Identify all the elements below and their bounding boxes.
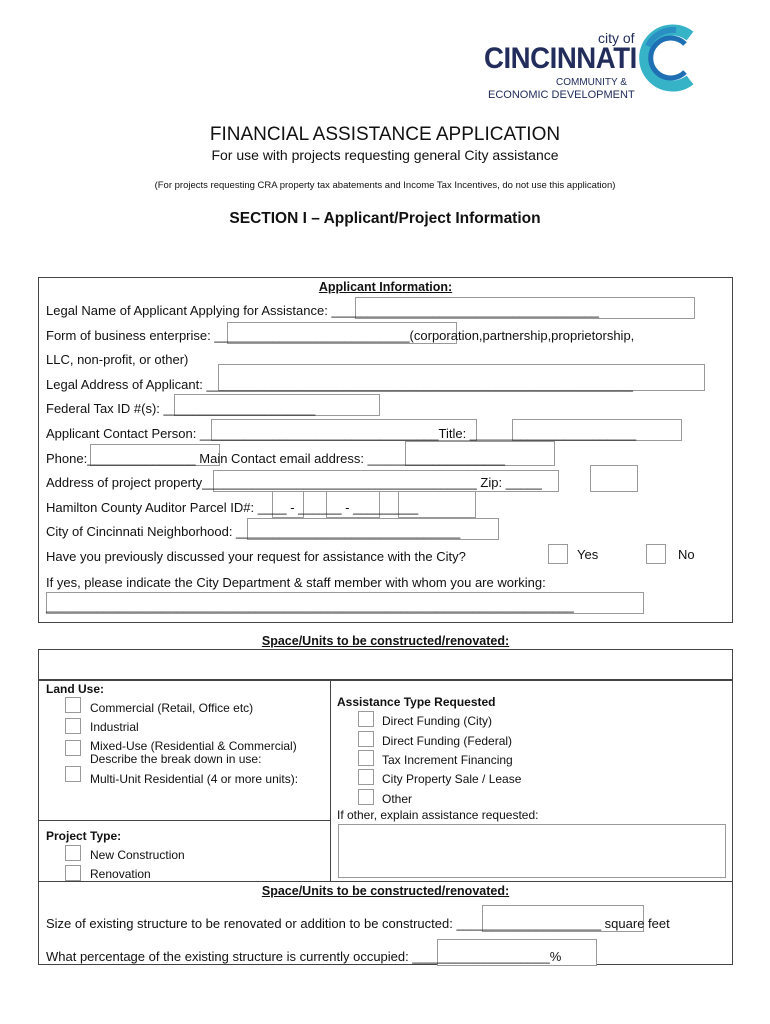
assist-tif-label: Tax Increment Financing [382,753,513,767]
discussed-yes-label: Yes [577,547,599,562]
assist-property-label: City Property Sale / Lease [382,772,522,786]
project-new-checkbox[interactable] [65,845,81,861]
land-use-commercial-checkbox[interactable] [65,697,81,713]
space-units-box[interactable] [38,649,733,680]
assist-other-explain-input[interactable] [338,824,726,878]
logo-name: CINCINNATI [484,42,637,75]
land-use-multiunit-checkbox[interactable] [65,766,81,782]
tax-id-label: Federal Tax ID #(s): _____________________ [46,401,316,416]
assist-tif-checkbox[interactable] [358,750,374,766]
land-use-mixed-describe: Describe the break down in use: [90,752,262,766]
land-use-mixed-label: Mixed-Use (Residential & Commercial) [90,739,297,753]
section-heading: SECTION I – Applicant/Project Information [229,210,541,227]
parcel-label: Hamilton County Auditor Parcel ID#: ____ - ______ - _________ [46,500,419,515]
project-new-label: New Construction [90,848,185,862]
assist-federal-checkbox[interactable] [358,731,374,747]
space-units-heading: Space/Units to be constructed/renovated: [261,634,510,648]
project-type-heading: Project Type: [46,829,122,843]
project-renovation-label: Renovation [90,867,151,881]
page-title: FINANCIAL ASSISTANCE APPLICATION [209,124,561,145]
structure-size-label: Size of existing structure to be renovated or addition to be constructed: ____________________ square feet [46,916,670,931]
land-use-multiunit-label: Multi-Unit Residential (4 or more units): [90,772,299,786]
space-units-heading-2: Space/Units to be constructed/renovated: [261,884,510,898]
occupied-percent-label: What percentage of the existing structure is currently occupied: ___________________% [46,949,562,964]
grid-divider-left [38,820,331,821]
assist-other-checkbox[interactable] [358,789,374,805]
assist-other-explain-label: If other, explain assistance requested: [337,808,539,822]
grid-divider-vertical [330,680,331,882]
assist-property-checkbox[interactable] [358,769,374,785]
cincinnati-c-logo-icon [636,24,700,92]
project-address-label: Address of project property______________________________________ Zip: _____ [46,475,542,490]
assist-federal-label: Direct Funding (Federal) [382,734,513,748]
logo-city-of: city of [598,30,635,46]
legal-address-label: Legal Address of Applicant: ___________________________________________________________ [46,377,634,392]
discussed-no-label: No [678,547,695,562]
business-form-label-cont: LLC, non-profit, or other) [46,352,189,367]
project-renovation-checkbox[interactable] [65,865,81,881]
land-use-heading: Land Use: [46,682,105,696]
business-form-label: Form of business enterprise: ___________________________(corporation,partnership,proprietorship, [46,328,635,343]
logo-line1: COMMUNITY & [556,77,627,88]
contact-person-label: Applicant Contact Person: _________________________________Title: _______________________ [46,426,637,441]
land-use-mixed-checkbox[interactable] [65,740,81,756]
page-subtitle: For use with projects requesting general City assistance [211,147,559,163]
neighborhood-label: City of Cincinnati Neighborhood: _______________________________ [46,524,461,539]
land-use-industrial-checkbox[interactable] [65,718,81,734]
page-note: (For projects requesting CRA property tax abatements and Income Tax Incentives, do not use this application) [154,180,616,191]
phone-email-label: Phone:_______________ Main Contact email address: ___________________ [46,451,505,466]
assist-other-label: Other [382,792,413,806]
if-yes-line: _________________________________________________________________________ [46,598,574,613]
logo-line2: ECONOMIC DEVELOPMENT [488,89,635,101]
discussed-question: Have you previously discussed your request for assistance with the City? [46,549,466,564]
legal-name-label: Legal Name of Applicant Applying for Assistance: _____________________________________ [46,303,599,318]
assistance-heading: Assistance Type Requested [337,695,496,709]
zip-input[interactable] [590,465,638,492]
grid-divider-bottom [38,881,733,882]
land-use-industrial-label: Industrial [90,720,139,734]
discussed-no-checkbox[interactable] [646,544,666,564]
if-yes-label: If yes, please indicate the City Department & staff member with whom you are working: [46,575,546,590]
assist-city-checkbox[interactable] [358,711,374,727]
applicant-heading: Applicant Information: [318,280,453,294]
land-use-commercial-label: Commercial (Retail, Office etc) [90,701,254,715]
assist-city-label: Direct Funding (City) [382,714,493,728]
discussed-yes-checkbox[interactable] [548,544,568,564]
